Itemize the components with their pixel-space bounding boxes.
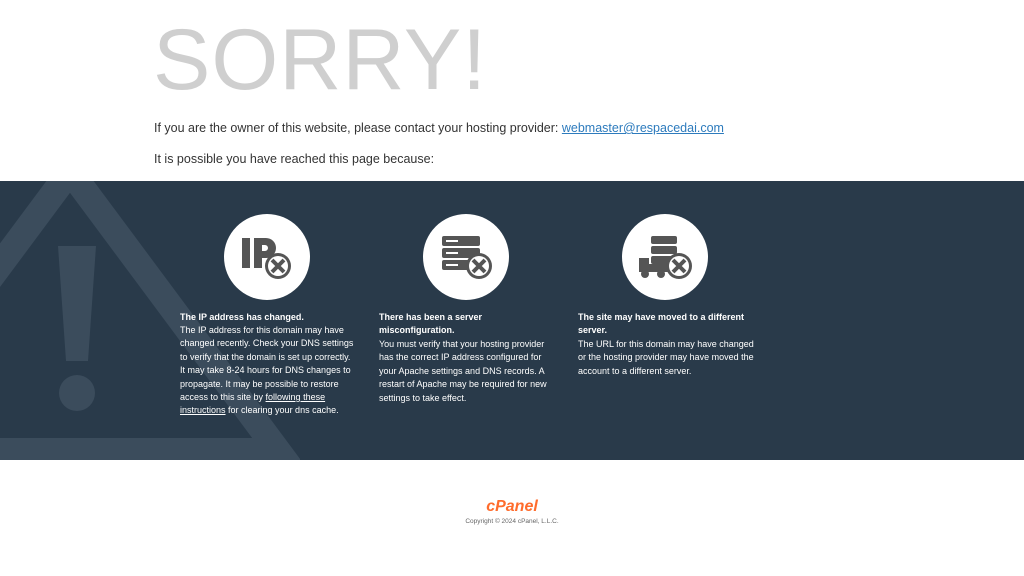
reason-body: The URL for this domain may have changed or the hosting provider may have moved the account to a different server. bbox=[578, 339, 754, 376]
site-moved-server-icon bbox=[637, 234, 693, 280]
reason-body: You must verify that your hosting provider has the correct IP address configured for your Apache settings and DNS records. A restart of Apache may be required for new settings to take effect. bbox=[379, 339, 547, 403]
reason-icon-circle bbox=[622, 214, 708, 300]
reason-icon-circle bbox=[224, 214, 310, 300]
ip-address-error-icon bbox=[240, 234, 294, 280]
reason-icon-circle bbox=[423, 214, 509, 300]
copyright-text: Copyright © 2024 cPanel, L.L.C. bbox=[465, 518, 559, 525]
cpanel-logo: cPanel bbox=[486, 498, 538, 515]
contact-email-link[interactable]: webmaster@respacedai.com bbox=[561, 121, 724, 135]
contact-message bbox=[154, 121, 724, 135]
server-misconfiguration-icon bbox=[439, 234, 493, 280]
contact-text: If you are the owner of this website, please contact your hosting provider: bbox=[154, 121, 562, 135]
reasons-band bbox=[0, 181, 1024, 460]
reason-title: The site may have moved to a different server. bbox=[578, 312, 745, 336]
reason-title: There has been a server misconfiguration. bbox=[379, 312, 483, 336]
page-title: SORRY! bbox=[153, 12, 488, 108]
reason-title: The IP address has changed. bbox=[180, 312, 304, 322]
reason-intro: It is possible you have reached this page because: bbox=[154, 152, 435, 166]
reason-body-text: The IP address for this domain may have changed recently. Check your DNS settings to verify that the domain is set up correctly. It may take 8-24 hours for DNS changes to propagate. It may be possible to restore access to this site by bbox=[180, 325, 354, 403]
reason-body bbox=[180, 324, 356, 418]
following-instructions-link[interactable]: following these instructions bbox=[180, 392, 326, 416]
reason-body-text-end: for clearing your dns cache. bbox=[225, 405, 339, 416]
